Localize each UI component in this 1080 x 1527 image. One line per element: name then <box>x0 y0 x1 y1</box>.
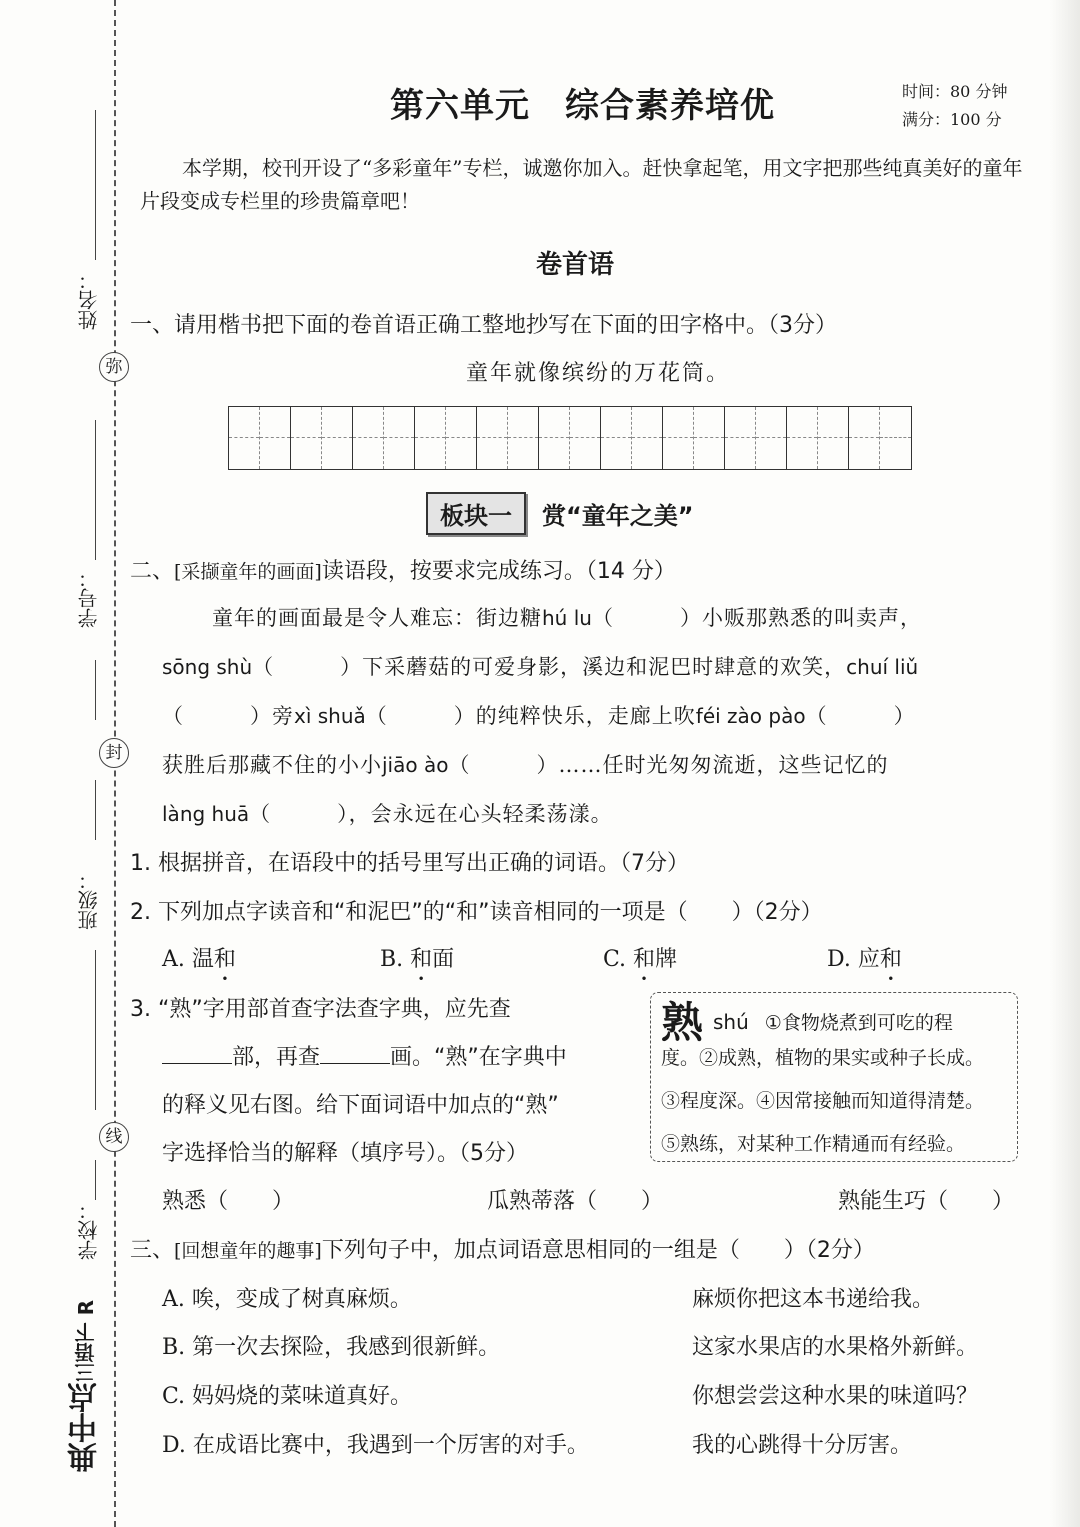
time-box <box>902 78 1007 134</box>
q3-row-c-right: 你想尝尝这种水果的味道吗？ <box>692 1384 979 1409</box>
seal-feng: 封 <box>99 738 129 768</box>
dict-def3: ③程度深。④因常接触而知道得清楚。 <box>661 1090 985 1112</box>
stroke-blank[interactable] <box>320 1043 390 1064</box>
dict-def1: ①食物烧煮到可吃的程 <box>764 1012 953 1034</box>
q3-heading: 三、[回想童年的趣事]下列句子中，加点词语意思相同的一组是（ ）（2分） <box>130 1238 875 1263</box>
q2-sub3-line3: 的释义见右图。给下面词语中加点的“熟” <box>162 1093 559 1118</box>
sub2-option-b[interactable]: B. 和面 <box>380 947 455 972</box>
q2-sub1: 1. 根据拼音，在语段中的括号里写出正确的词语。（7分） <box>130 851 689 876</box>
dict-char: 熟 <box>661 998 704 1047</box>
q2-sub3-line4: 字选择恰当的解释（填序号）。（5分） <box>162 1141 528 1166</box>
q1-text: 一、请用楷书把下面的卷首语正确工整地抄写在下面的田字格中。（3分） <box>130 313 837 338</box>
q3-row-b-left[interactable]: B. 第一次去探险，我感到很新鲜。 <box>162 1335 501 1360</box>
q3-row-a-right: 麻烦你把这本书递给我。 <box>692 1287 935 1312</box>
id-rule-2 <box>95 660 96 720</box>
q2-heading: 二、[采撷童年的画面]读语段，按要求完成练习。（14 分） <box>130 559 676 584</box>
q3-row-d-left[interactable]: D. 在成语比赛中，我遇到一个厉害的对手。 <box>162 1433 589 1458</box>
intro-paragraph: 本学期，校刊开设了“多彩童年”专栏，诚邀你加入。赶快拿起笔，用文字把那些纯真美好的童年片段变成专栏里的珍贵篇章吧！ <box>140 156 1023 213</box>
school-label: 学校： <box>77 1200 101 1260</box>
word-guashudiluo[interactable]: 瓜熟蒂落（ ） <box>487 1189 664 1214</box>
class-label: 班级： <box>77 870 101 930</box>
q3-row-a-left[interactable]: A. 唉，变成了树真麻烦。 <box>162 1287 412 1312</box>
dict-def2: 度。②成熟，植物的果实或种子长成。 <box>661 1047 985 1069</box>
page-edge-shadow <box>1050 0 1080 1527</box>
q3-row-b-right: 这家水果店的水果格外新鲜。 <box>692 1335 979 1360</box>
page-title: 第六单元 综合素养培优 <box>390 86 775 126</box>
passage-line-5: làng huā（ ），会永远在心头轻柔荡漾。 <box>162 802 613 826</box>
dict-def4: ⑤熟练，对某种工作精通而有经验。 <box>661 1133 966 1155</box>
q3-tag: [回想童年的趣事] <box>174 1240 322 1262</box>
q1-sentence: 童年就像缤纷的万花筒。 <box>466 361 731 386</box>
block1-title: 赏“童年之美” <box>542 501 694 530</box>
q2-tag: [采撷童年的画面] <box>174 561 322 583</box>
q3-row-d-right: 我的心跳得十分厉害。 <box>692 1433 913 1458</box>
passage-line-4: 获胜后那藏不住的小小jiāo ào（ ）……任时光匆匆流逝，这些记忆的 <box>162 753 889 777</box>
word-shuxi[interactable]: 熟悉（ ） <box>162 1189 295 1214</box>
block1-badge: 板块一 <box>426 492 526 535</box>
dictionary-box <box>650 992 1018 1162</box>
passage-line-3: （ ）旁xì shuǎ（ ）的纯粹快乐，走廊上吹féi zào pào（ ） <box>162 704 916 728</box>
section-title: 卷首语 <box>535 250 614 280</box>
school-rule <box>95 1160 96 1200</box>
time-limit: 时间：80 分钟 <box>902 82 1008 101</box>
class-rule-2 <box>95 950 96 1110</box>
sub2-option-a[interactable]: A. 温和 <box>162 947 236 972</box>
tianzige-grid[interactable] <box>228 406 912 470</box>
sub2-option-c[interactable]: C. 和牌 <box>603 947 678 972</box>
q2-sub2: 2. 下列加点字读音和“和泥巴”的“和”读音相同的一项是（ ）（2分） <box>130 900 823 925</box>
word-shunengshengqiao[interactable]: 熟能生巧（ ） <box>838 1189 1015 1214</box>
brand-logo: 典中点三语下 R <box>68 1300 103 1473</box>
class-rule <box>95 780 96 840</box>
q2-sub3-line2: 部，再查 画。“熟”在字典中 <box>162 1040 567 1071</box>
passage-line-2: sōng shù（ ）下采蘑菇的可爱身影，溪边和泥巴时肆意的欢笑，chuí liǔ <box>162 655 919 679</box>
seal-xian: 线 <box>99 1122 129 1152</box>
full-score: 满分：100 分 <box>902 110 1002 129</box>
dict-pinyin: shú <box>713 1010 749 1034</box>
sub2-option-d[interactable]: D. 应和 <box>827 947 902 972</box>
seal-mi: 弥 <box>99 352 129 382</box>
passage-line-1: 童年的画面最是令人难忘：街边糖hú lu（ ）小贩那熟悉的叫卖声， <box>212 606 922 630</box>
q2-sub3-line1: 3. “熟”字用部首查字法查字典，应先查 <box>130 997 511 1022</box>
id-label: 学号： <box>77 568 101 628</box>
radical-blank[interactable] <box>162 1043 232 1064</box>
name-rule <box>95 110 96 260</box>
q3-row-c-left[interactable]: C. 妈妈烧的菜味道真好。 <box>162 1384 413 1409</box>
name-label: 姓名： <box>77 270 101 330</box>
block1-header <box>426 494 694 532</box>
id-rule <box>95 420 96 560</box>
